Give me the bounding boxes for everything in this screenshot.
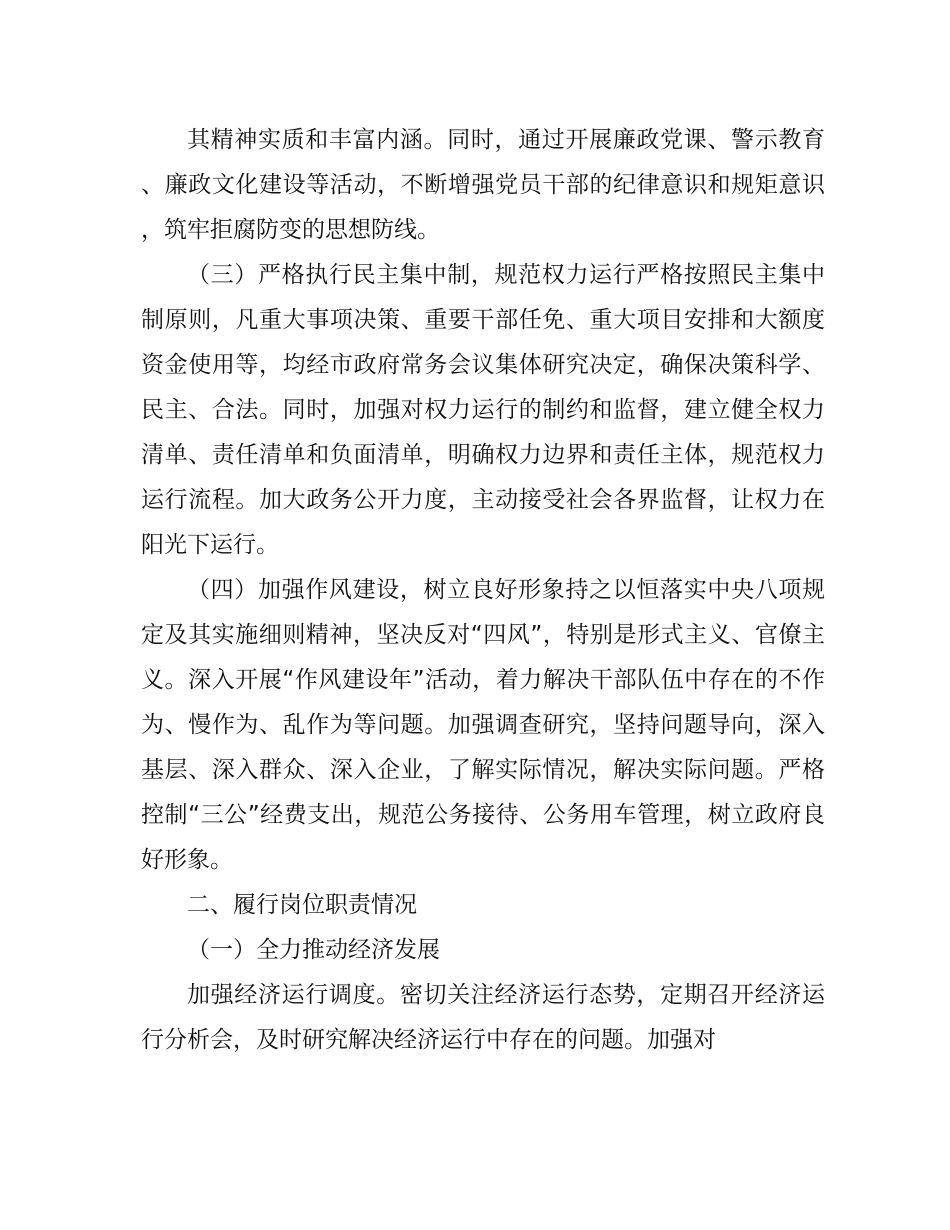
subsection-heading-economy: （一）全力推动经济发展 <box>187 937 440 963</box>
paragraph-democratic-centralism: （三）严格执行民主集中制，规范权力运行严格按照民主集中制原则，凡重大事项决策、重要干部任免、重大项目安排和大额度资金使用等，均经市政府常务会议集体研究决定，确保决策科学、民主、合法。同时，加强对权力运行的制约和监督，建立健全权力清单、责任清单和负面清单，明确权力边界和责任主体，规范权力运行流程。加大政务公开力度，主动接受社会各界监督，让权力在阳光下运行。 <box>141 262 825 558</box>
paragraph-economic-operation: 加强经济运行调度。密切关注经济运行态势，定期召开经济运行分析会，及时研究解决经济运行中存在的问题。加强对 <box>141 982 825 1053</box>
paragraph-discipline-education: 其精神实质和丰富内涵。同时，通过开展廉政党课、警示教育、廉政文化建设等活动，不断增强党员干部的纪律意识和规矩意识，筑牢拒腐防变的思想防线。 <box>141 127 825 243</box>
paragraph-work-style: （四）加强作风建设，树立良好形象持之以恒落实中央八项规定及其实施细则精神，坚决反对“四风”，特别是形式主义、官僚主义。深入开展“作风建设年”活动，着力解决干部队伍中存在的不作为、慢作为、乱作为等问题。加强调查研究，坚持问题导向，深入基层、深入群众、深入企业，了解实际情况，解决实际问题。严格控制“三公”经费支出，规范公务接待、公务用车管理，树立政府良好形象。 <box>141 577 825 873</box>
section-heading-duties: 二、履行岗位职责情况 <box>187 892 417 918</box>
document-body <box>141 118 825 1063</box>
